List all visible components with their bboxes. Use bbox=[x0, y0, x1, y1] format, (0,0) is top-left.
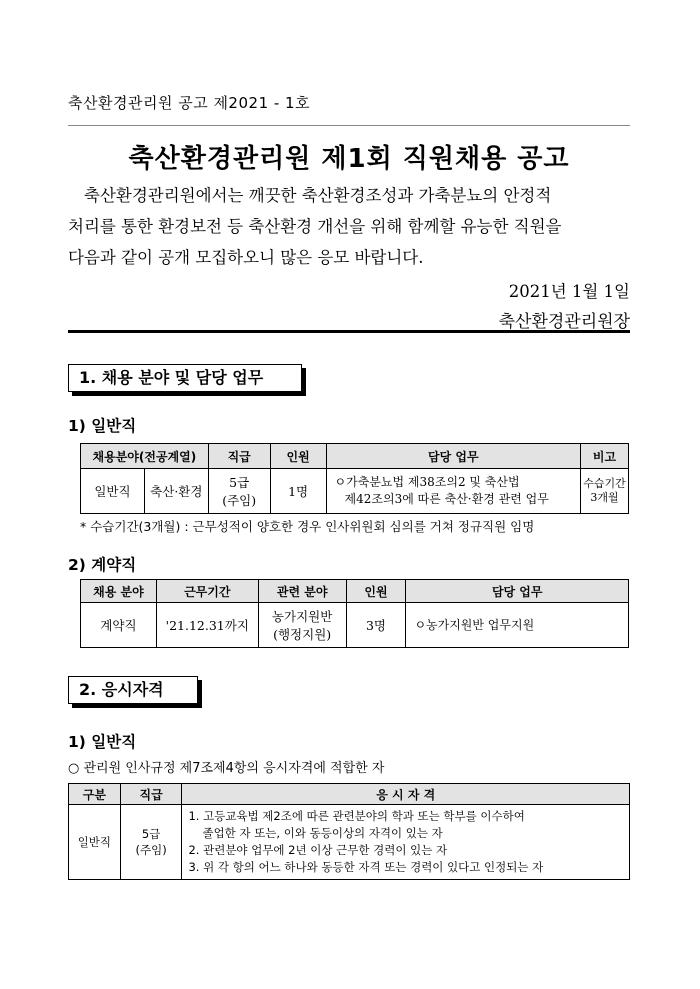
divider bbox=[68, 125, 630, 126]
table-header: 담당 업무 bbox=[406, 580, 629, 603]
table-header-row bbox=[81, 580, 629, 603]
table-header: 비고 bbox=[581, 444, 629, 469]
table-header-row bbox=[69, 784, 630, 805]
table-cell bbox=[581, 469, 629, 514]
table-header: 응 시 자 격 bbox=[182, 784, 630, 805]
notice-date: 2021년 1월 1일 bbox=[508, 282, 630, 301]
qualification-item: 1. 고등교육법 제2조에 따른 관련분야의 학과 또는 학부를 이수하여 bbox=[188, 809, 525, 823]
footnote: * 수습기간(3개월) : 근무성적이 양호한 경우 인사위원회 심의를 거쳐 정규직원 임명 bbox=[80, 519, 535, 534]
divider bbox=[68, 330, 630, 333]
table-cell: 일반직 bbox=[69, 805, 121, 880]
table-row bbox=[81, 469, 629, 514]
intro-line: 처리를 통한 환경보전 등 축산환경 개선을 위해 함께할 유능한 직원을 bbox=[68, 217, 562, 236]
table-row bbox=[81, 603, 629, 648]
qualification-table bbox=[68, 783, 630, 880]
table-header-row bbox=[81, 444, 629, 469]
table-cell bbox=[326, 469, 581, 514]
subsection-heading: 1) 일반직 bbox=[68, 417, 137, 435]
intro-line: 다음과 같이 공개 모집하오니 많은 응모 바랍니다. bbox=[68, 248, 424, 267]
table-cell: 1명 bbox=[270, 469, 326, 514]
note-line: 수습기간 bbox=[583, 477, 626, 490]
general-position-table bbox=[80, 443, 629, 514]
table-header: 구분 bbox=[69, 784, 121, 805]
signer: 축산환경관리원장 bbox=[498, 312, 630, 332]
table-header: 담당 업무 bbox=[326, 444, 581, 469]
intro-line: 축산환경관리원에서는 깨끗한 축산환경조성과 가축분뇨의 안정적 bbox=[84, 186, 552, 205]
qualification-item: 졸업한 자 또는, 이와 동등이상의 자격이 있는 자 bbox=[202, 826, 443, 840]
intro-paragraph bbox=[68, 180, 630, 273]
grade-sub: (주임) bbox=[222, 493, 257, 508]
qualification-item: 2. 관련분야 업무에 2년 이상 근무한 경력이 있는 자 bbox=[188, 843, 448, 857]
table-header: 직급 bbox=[120, 784, 182, 805]
subsection-heading: 2) 계약직 bbox=[68, 556, 137, 574]
grade-sub: (주임) bbox=[135, 843, 167, 857]
table-header: 채용 분야 bbox=[81, 580, 157, 603]
table-cell: 일반직 bbox=[81, 469, 145, 514]
grade: 5급 bbox=[229, 475, 250, 490]
duty-line: 제42조의3에 따른 축산·환경 관련 업무 bbox=[344, 492, 549, 506]
table-cell: 축산·환경 bbox=[144, 469, 208, 514]
table-row bbox=[69, 805, 630, 880]
note-line: 3개월 bbox=[590, 491, 619, 504]
table-header: 인원 bbox=[346, 580, 406, 603]
area-line: 농가지원반 bbox=[271, 609, 333, 624]
contract-position-table bbox=[80, 579, 629, 648]
table-cell bbox=[208, 469, 270, 514]
area-line: (행정지원) bbox=[273, 627, 332, 642]
table-header: 채용분야(전공계열) bbox=[81, 444, 209, 469]
notice-number: 축산환경관리원 공고 제2021 - 1호 bbox=[68, 94, 311, 112]
section-heading: 2. 응시자격 bbox=[68, 676, 198, 704]
table-header: 인원 bbox=[270, 444, 326, 469]
subsection-heading: 1) 일반직 bbox=[68, 733, 137, 751]
table-cell bbox=[120, 805, 182, 880]
duty-line: ㅇ가축분뇨법 제38조의2 및 축산법 bbox=[334, 475, 520, 489]
table-cell: 계약직 bbox=[81, 603, 157, 648]
table-header: 직급 bbox=[208, 444, 270, 469]
table-header: 관련 분야 bbox=[258, 580, 346, 603]
page-title: 축산환경관리원 제1회 직원채용 공고 bbox=[128, 144, 570, 174]
section-heading: 1. 채용 분야 및 담당 업무 bbox=[68, 364, 302, 392]
grade: 5급 bbox=[141, 827, 161, 841]
table-cell: ㅇ농가지원반 업무지원 bbox=[406, 603, 629, 648]
table-cell: 3명 bbox=[346, 603, 406, 648]
qualification-item: 3. 위 각 항의 어느 하나와 동등한 자격 또는 경력이 있다고 인정되는 자 bbox=[188, 860, 544, 874]
table-cell bbox=[182, 805, 630, 880]
table-cell: '21.12.31까지 bbox=[156, 603, 258, 648]
table-cell bbox=[258, 603, 346, 648]
qualification-intro: ○ 관리원 인사규정 제7조제4항의 응시자격에 적합한 자 bbox=[68, 761, 385, 776]
table-header: 근무기간 bbox=[156, 580, 258, 603]
